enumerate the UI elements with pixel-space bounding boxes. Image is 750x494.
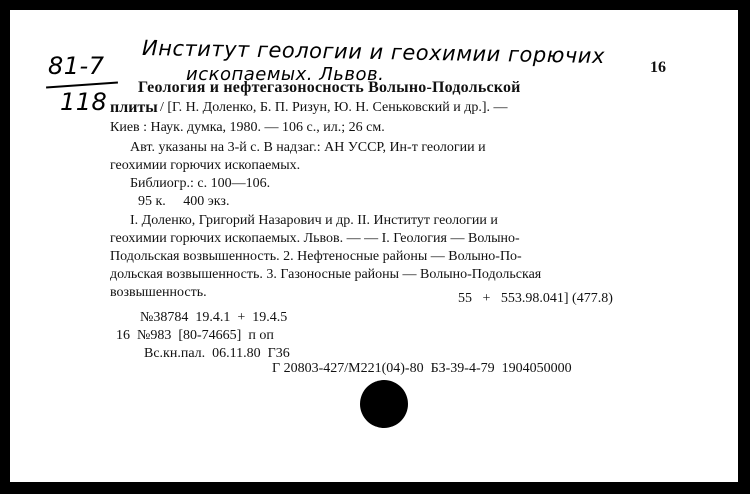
bibliography: Библиогр.: с. 100—106. [130,176,271,191]
handwritten-heading-line1: Институт геологии и геохимии горючих [141,35,606,69]
punch-hole [360,380,408,428]
note-authors-cont: геохимии горючих ископаемых. [110,158,301,173]
tracing-line2: геохимии горючих ископаемых. Львов. — — I. Геология — Волыно- [110,231,520,246]
catalog-card [10,10,738,482]
record-number-2: 16 №983 [80-74665] п оп [116,328,274,343]
handwritten-heading-line2: ископаемых. Львов. [186,64,385,85]
tracing-line4: дольская возвышенность. 3. Газоносные районы — Волыно-Подольская [110,267,542,282]
price-copies: 95 к. 400 экз. [138,194,230,209]
note-authors: Авт. указаны на 3-й с. В надзаг.: АН УССР, Ин-т геологии и [130,140,486,155]
record-number-1: №38784 19.4.1 + 19.4.5 [140,310,288,325]
page-number: 16 [650,59,666,76]
tracing-line1: I. Доленко, Григорий Назарович и др. II. Институт геологии и [130,213,498,228]
classification-index: 55 + 553.98.041] (477.8) [458,291,613,306]
imprint: Киев : Наук. думка, 1980. — 106 с., ил.; 26 см. [110,120,385,135]
tracing-line5: возвышенность. [110,285,207,300]
handwritten-call-number-bottom: 118 [60,88,108,116]
record-number-3: Вс.кн.пал. 06.11.80 Г36 [144,346,290,361]
title-continued: плиты [110,99,158,116]
handwritten-call-number-top: 81-7 [48,52,105,80]
tracing-line3: Подольская возвышенность. 2. Нефтеносные районы — Волыно-По- [110,249,522,264]
record-number-4: Г 20803-427/М221(04)-80 БЗ-39-4-79 1904050000 [272,361,572,376]
authors: / [Г. Н. Доленко, Б. П. Ризун, Ю. Н. Сеньковский и др.]. — [160,100,508,115]
title: Геология и нефтегазоносность Волыно-Подольской [138,79,521,96]
